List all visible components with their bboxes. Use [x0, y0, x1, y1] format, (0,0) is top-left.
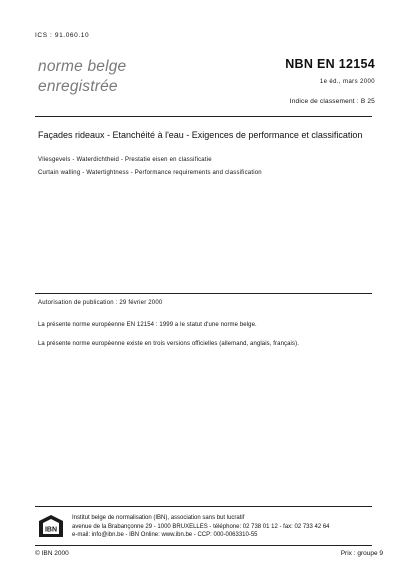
institute-details [72, 514, 330, 540]
ibn-logo-icon [38, 514, 64, 538]
standard-number: NBN EN 12154 [285, 57, 375, 71]
title-dutch: Vliesgevels - Waterdichtheid - Prestatie eisen en classificatie [38, 157, 212, 163]
price-group: Prix : groupe 9 [340, 550, 383, 557]
ics-code: ICS : 91.060.10 [35, 32, 90, 39]
brand-line-1: norme belge [38, 58, 127, 75]
brand-line-2: enregistrée [38, 78, 118, 95]
institute-contact-line: e-mail: info@ibn.be - IBN Online: www.ibn.be - CCP: 000-0063310-55 [72, 532, 258, 538]
logo-text: IBN [44, 526, 58, 534]
title-english: Curtain walling - Watertightness - Performance requirements and classification [38, 170, 262, 176]
title-french: Façades rideaux - Etanchéité à l'eau - Exigences de performance et classification [38, 130, 363, 140]
top-divider [35, 116, 372, 117]
publication-authorisation: Autorisation de publication : 29 février 2000 [38, 300, 163, 306]
official-versions-statement: La présente norme européenne existe en trois versions officielles (allemand, anglais, français). [38, 341, 299, 347]
classification-index: Indice de classement : B 25 [289, 98, 375, 105]
footer-divider [35, 506, 372, 507]
institute-address-line: avenue de la Brabançonne 29 - 1000 BRUXELLES - téléphone: 02 738 01 12 - fax: 02 733 42 64 [72, 523, 330, 530]
belgian-status-statement: La présente norme européenne EN 12154 : 1999 a le statut d'une norme belge. [38, 322, 257, 328]
middle-divider [35, 293, 372, 294]
copyright-notice: © IBN 2000 [35, 550, 69, 557]
institute-name-line: Institut belge de normalisation (IBN), association sans but lucratif [72, 515, 245, 521]
bottom-divider [35, 545, 372, 546]
edition-date: 1e éd., mars 2000 [319, 79, 375, 85]
